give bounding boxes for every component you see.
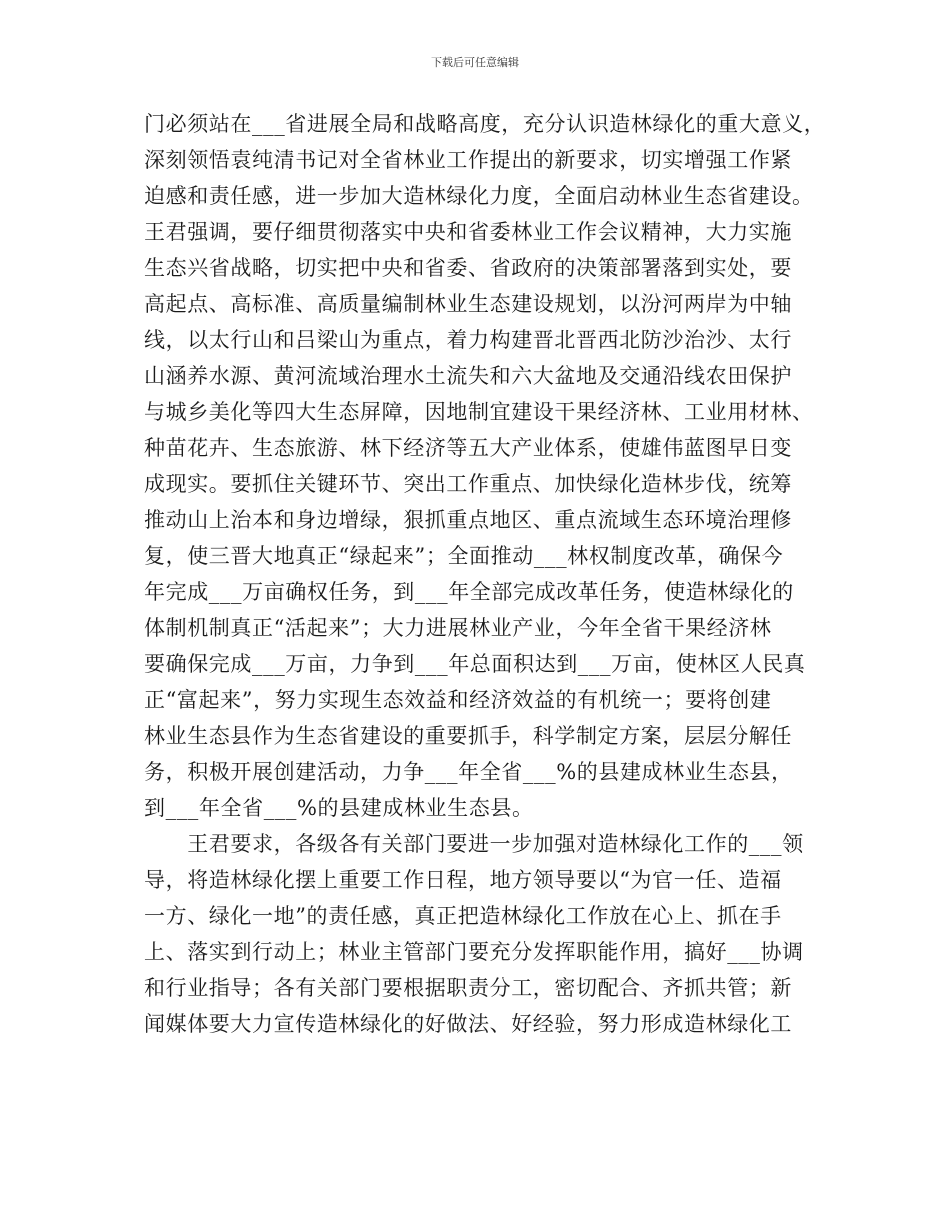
text-line: 一方、绿化一地”的责任感，真正把造林绿化工作放在心上、抓在手 <box>144 904 782 928</box>
text-line: 复，使三晋大地真正“绿起来”；全面推动___林权制度改革，确保今 <box>144 544 784 568</box>
text-line: 到___年全省___%的县建成林业生态县。 <box>144 796 534 820</box>
text-line: 山涵养水源、黄河流域治理水土流失和六大盆地及交通沿线农田保护 <box>144 364 792 388</box>
text-line: 成现实。要抓住关键环节、突出工作重点、加快绿化造林步伐，统筹 <box>144 472 792 496</box>
text-line: 深刻领悟袁纯清书记对全省林业工作提出的新要求，切实增强工作紧 <box>144 148 792 172</box>
text-line: 务，积极开展创建活动，力争___年全省___%的县建成林业生态县， <box>144 760 793 784</box>
text-line: 迫感和责任感，进一步加大造林绿化力度，全面启动林业生态省建设。 <box>144 184 814 208</box>
text-line: 导，将造林绿化摆上重要工作日程，地方领导要以“为官一任、造福 <box>144 868 782 892</box>
text-line: 推动山上治本和身边增绿，狠抓重点地区、重点流域生态环境治理修 <box>144 508 792 532</box>
text-line: 体制机制真正“活起来”；大力进展林业产业，今年全省干果经济林 <box>144 616 772 640</box>
text-line: 王君要求，各级各有关部门要进一步加强对造林绿化工作的___领 <box>144 832 804 856</box>
text-line: 闻媒体要大力宣传造林绿化的好做法、好经验，努力形成造林绿化工 <box>144 1012 792 1036</box>
text-line: 与城乡美化等四大生态屏障，因地制宜建设干果经济林、工业用材林、 <box>144 400 814 424</box>
page-header: 下载后可任意编辑 <box>431 56 519 69</box>
text-line: 线，以太行山和吕梁山为重点，着力构建晋北晋西北防沙治沙、太行 <box>144 328 792 352</box>
text-line: 正“富起来”，努力实现生态效益和经济效益的有机统一；要将创建 <box>144 688 772 712</box>
text-line: 和行业指导；各有关部门要根据职责分工，密切配合、齐抓共管；新 <box>144 976 792 1000</box>
text-line: 上、落实到行动上；林业主管部门要充分发挥职能作用，搞好___协调 <box>144 940 804 964</box>
text-line: 年完成___万亩确权任务，到___年全部完成改革任务，使造林绿化的 <box>144 580 794 604</box>
text-line: 要确保完成___万亩，力争到___年总面积达到___万亩，使林区人民真 <box>144 652 806 676</box>
text-line: 种苗花卉、生态旅游、林下经济等五大产业体系，使雄伟蓝图早日变 <box>144 436 792 460</box>
text-line: 王君强调，要仔细贯彻落实中央和省委林业工作会议精神，大力实施 <box>144 220 792 244</box>
text-line: 生态兴省战略，切实把中央和省委、省政府的决策部署落到实处，要 <box>144 256 792 280</box>
text-line: 门必须站在___省进展全局和战略高度，充分认识造林绿化的重大意义， <box>144 112 826 136</box>
text-line: 高起点、高标准、高质量编制林业生态建设规划，以汾河两岸为中轴 <box>144 292 792 316</box>
text-line: 林业生态县作为生态省建设的重要抓手，科学制定方案，层层分解任 <box>144 724 792 748</box>
document-body <box>144 106 824 1042</box>
